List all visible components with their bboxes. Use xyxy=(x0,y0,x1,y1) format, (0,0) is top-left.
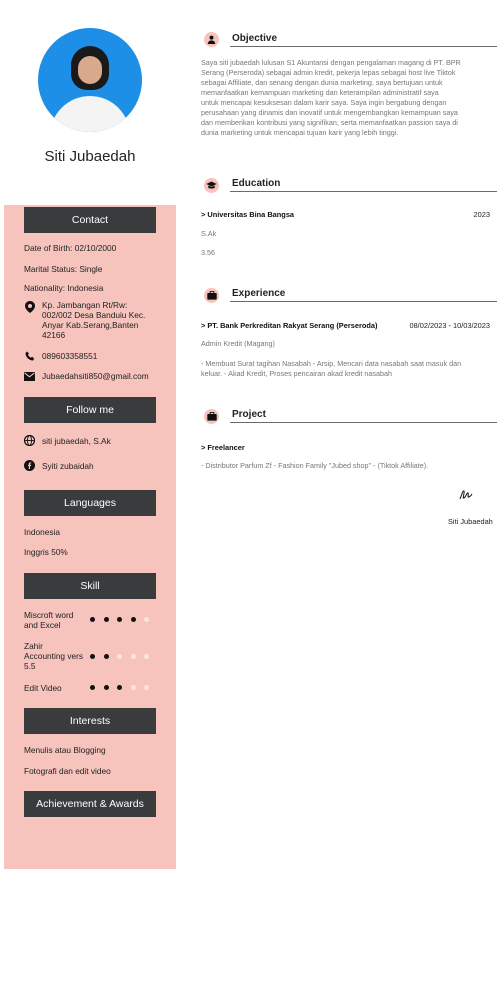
briefcase-icon xyxy=(204,288,219,303)
interest-item: Fotografi dan edit video xyxy=(24,766,111,776)
skill-label: 5.5 xyxy=(24,661,36,671)
facebook-handle: Syiti zubaidah xyxy=(42,461,94,471)
rating-dot-filled xyxy=(131,617,136,622)
profile-photo xyxy=(38,28,142,132)
objective-line: sebagai Affiliate, dan senang dengan dunia marketing. saya bertujuan untuk xyxy=(201,78,443,87)
skill-label: Miscroft word xyxy=(24,610,74,620)
globe-icon xyxy=(24,435,35,446)
objective-line: dunia marketing untuk mencapai tujuan karir yang lebih tinggi. xyxy=(201,128,399,137)
objective-line: untuk mencapai kesuksesan dalam karir saya. Saya ingin bergabung dengan xyxy=(201,98,447,107)
objective-title: Objective xyxy=(232,33,278,44)
objective-line: dan memberikan kontribusi yang signifikan, serta memanfaatkan passion saya di xyxy=(201,118,458,127)
rating-dot-empty xyxy=(144,654,149,659)
nationality: Nationality: Indonesia xyxy=(24,283,104,293)
marital-status: Marital Status: Single xyxy=(24,264,103,274)
objective-line: Saya siti jubaedah lulusan S1 Akuntansi dengan pengalaman magang di PT. BPR xyxy=(201,58,461,67)
project-description: - Distributor Parfum Zf - Fashion Family "Jubed shop" - (Tiktok Affiliate). xyxy=(201,461,429,470)
graduation-cap-icon xyxy=(204,178,219,193)
rating-dot-empty xyxy=(131,685,136,690)
rating-dot-empty xyxy=(144,685,149,690)
rating-dot-filled xyxy=(90,654,95,659)
address-line-4: 42166 xyxy=(42,330,66,340)
signature-mark xyxy=(458,488,474,507)
website-handle: siti jubaedah, S.Ak xyxy=(42,436,111,446)
awards-header: Achievement & Awards xyxy=(24,791,156,817)
contact-header: Contact xyxy=(24,207,156,233)
rating-dot-filled xyxy=(104,617,109,622)
objective-line: perusahaan yang dinamis dan inovatif untuk mengembangkan kemampuan saya xyxy=(201,108,458,117)
rating-dot-empty xyxy=(131,654,136,659)
language-item: Indonesia xyxy=(24,527,60,537)
objective-line: memanfaatkan kemampuan marketing dan keterampilan administratif saya xyxy=(201,88,439,97)
section-divider xyxy=(230,301,497,302)
address-line-1: Kp. Jambangan Rt/Rw: xyxy=(42,300,128,310)
experience-title: Experience xyxy=(232,288,286,299)
education-title: Education xyxy=(232,178,281,189)
objective-line: Serang (Perseroda) sebagai admin kredit, pekerja lepas sebagai host live Tiktok xyxy=(201,68,456,77)
briefcase-icon xyxy=(204,409,219,424)
experience-company: > PT. Bank Perkreditan Rakyat Serang (Perseroda) xyxy=(201,321,378,330)
language-item: Inggris 50% xyxy=(24,547,68,557)
rating-dot-filled xyxy=(90,685,95,690)
skill-rating xyxy=(90,685,149,690)
experience-description: keluar. - Akad Kredit, Proses pencairan akad kredit nasabah xyxy=(201,369,392,378)
person-icon xyxy=(204,32,219,47)
rating-dot-filled xyxy=(117,685,122,690)
project-title: Project xyxy=(232,409,266,420)
education-degree: S.Ak xyxy=(201,229,217,238)
phone-number: 089603358551 xyxy=(42,351,98,361)
rating-dot-filled xyxy=(104,654,109,659)
facebook-icon xyxy=(24,460,35,471)
skill-label: Edit Video xyxy=(24,683,62,693)
rating-dot-filled xyxy=(104,685,109,690)
experience-dates: 08/02/2023 - 10/03/2023 xyxy=(409,321,490,330)
education-school: > Universitas Bina Bangsa xyxy=(201,210,295,219)
education-year: 2023 xyxy=(473,210,490,219)
skill-label: and Excel xyxy=(24,620,61,630)
section-divider xyxy=(230,191,497,192)
education-gpa: 3.56 xyxy=(201,248,215,257)
rating-dot-filled xyxy=(90,617,95,622)
interests-header: Interests xyxy=(24,708,156,734)
address-line-3: Anyar Kab.Serang,Banten xyxy=(42,320,139,330)
date-of-birth: Date of Birth: 02/10/2000 xyxy=(24,243,117,253)
signature-name: Siti Jubaedah xyxy=(448,517,493,526)
email-icon xyxy=(24,371,35,382)
languages-header: Languages xyxy=(24,490,156,516)
experience-role: Admin Kredit (Magang) xyxy=(201,339,275,348)
skill-header: Skill xyxy=(24,573,156,599)
skill-label: Zahir xyxy=(24,641,43,651)
follow-header: Follow me xyxy=(24,397,156,423)
rating-dot-empty xyxy=(144,617,149,622)
section-divider xyxy=(230,46,497,47)
rating-dot-filled xyxy=(117,617,122,622)
skill-rating xyxy=(90,617,149,622)
location-pin-icon xyxy=(24,301,35,312)
experience-description: - Membuat Surat tagihan Nasabah - Arsip, Mencari data nasabah saat masuk dan xyxy=(201,359,462,368)
skill-label: Accounting vers xyxy=(24,651,84,661)
section-divider xyxy=(230,422,497,423)
profile-name: Siti Jubaedah xyxy=(44,148,136,165)
interest-item: Menulis atau Blogging xyxy=(24,745,106,755)
skill-rating xyxy=(90,654,149,659)
project-name: > Freelancer xyxy=(201,443,245,452)
address-line-2: 002/002 Desa Banduiu Kec. xyxy=(42,310,146,320)
rating-dot-empty xyxy=(117,654,122,659)
phone-icon xyxy=(24,350,35,361)
email-address: Jubaedahsiti850@gmail.com xyxy=(42,371,149,381)
